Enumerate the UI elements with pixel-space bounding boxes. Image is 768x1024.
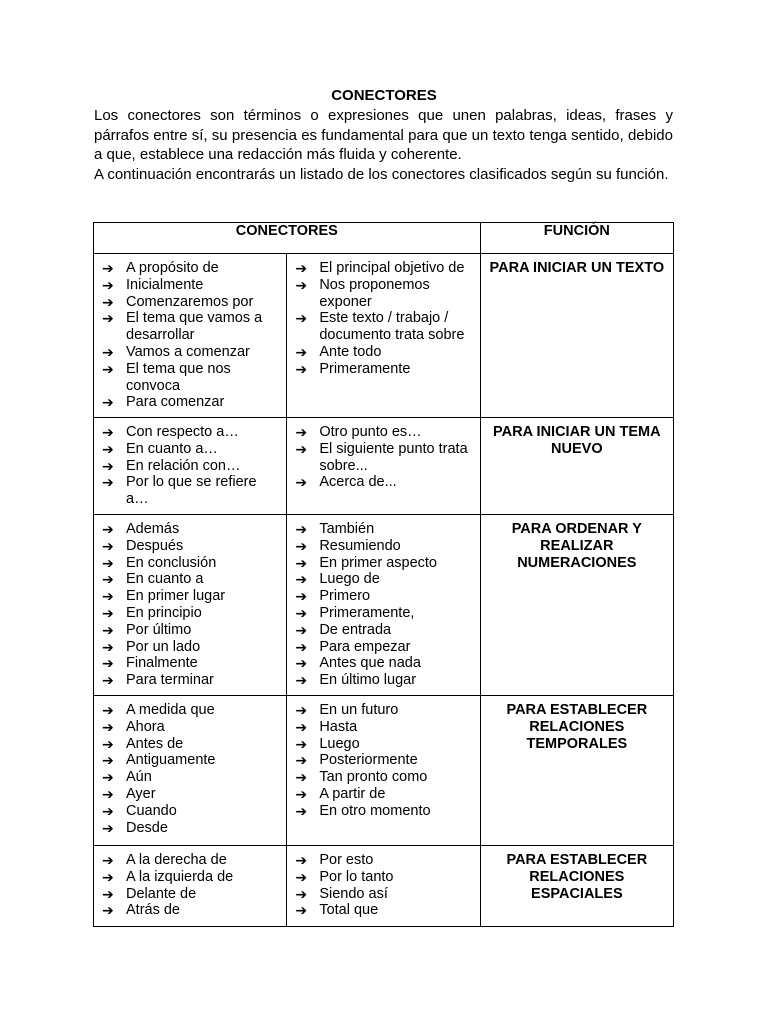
connector-text: Para terminar xyxy=(126,672,214,689)
table-body xyxy=(94,254,674,927)
table-header-row xyxy=(94,223,674,254)
connector-text: Antes que nada xyxy=(319,655,421,672)
arrow-right-icon: ➔ xyxy=(102,868,114,885)
arrow-right-icon: ➔ xyxy=(102,769,114,786)
connector-text: En último lugar xyxy=(319,672,417,689)
connector-cell xyxy=(94,515,287,696)
arrow-right-icon: ➔ xyxy=(102,885,114,902)
connector-cell xyxy=(287,846,480,927)
list-item xyxy=(293,869,473,886)
intro-text xyxy=(94,106,673,184)
arrow-right-icon: ➔ xyxy=(102,852,114,868)
table-row xyxy=(94,515,674,696)
connector-list xyxy=(94,515,286,693)
connector-cell xyxy=(94,846,287,927)
connector-text: Ahora xyxy=(126,718,165,735)
list-item xyxy=(293,719,473,736)
connector-text: El tema que vamos a desarrollar xyxy=(126,310,263,344)
list-item xyxy=(100,441,280,458)
connector-cell xyxy=(287,515,480,696)
list-item xyxy=(100,310,280,344)
connector-list xyxy=(287,696,479,824)
header-connectors: CONECTORES xyxy=(94,223,481,254)
list-item xyxy=(100,538,280,555)
connector-text: El principal objetivo de xyxy=(319,260,465,276)
arrow-right-icon: ➔ xyxy=(102,621,114,638)
function-label: PARA INICIAR UN TEXTO xyxy=(489,260,665,276)
arrow-right-icon: ➔ xyxy=(102,802,114,819)
page-title: CONECTORES xyxy=(331,87,437,104)
connector-text: Otro punto es… xyxy=(319,424,422,440)
list-item xyxy=(293,786,473,803)
connector-text: Resumiendo xyxy=(319,537,401,554)
arrow-right-icon: ➔ xyxy=(102,310,114,327)
list-item xyxy=(293,605,473,622)
list-item xyxy=(100,605,280,622)
arrow-right-icon: ➔ xyxy=(102,293,114,310)
arrow-right-icon: ➔ xyxy=(102,537,114,554)
list-item xyxy=(293,361,473,378)
connector-list xyxy=(287,846,479,923)
connector-text: De entrada xyxy=(319,621,392,638)
arrow-right-icon: ➔ xyxy=(102,672,114,689)
list-item xyxy=(293,655,473,672)
list-item xyxy=(100,344,280,361)
list-item xyxy=(100,394,280,411)
intro-paragraph: Los conectores son términos o expresiones que unen palabras, ideas, frases y párrafos entre sí, su presencia es fundamental para que un texto tenga sentido, debido a que, establece una redacción más fluida y coherente. xyxy=(94,107,673,163)
function-label: PARA ORDENAR Y REALIZAR NUMERACIONES xyxy=(511,521,642,571)
arrow-right-icon: ➔ xyxy=(295,638,308,655)
arrow-right-icon: ➔ xyxy=(102,819,114,836)
connector-text: Nos proponemos exponer xyxy=(319,276,430,310)
connector-text: En primer aspecto xyxy=(319,554,437,571)
list-item xyxy=(293,555,473,572)
arrow-right-icon: ➔ xyxy=(102,785,114,802)
list-item xyxy=(293,622,473,639)
arrow-right-icon: ➔ xyxy=(102,276,114,293)
connector-text: Con respecto a… xyxy=(126,424,239,440)
table-row xyxy=(94,254,674,418)
arrow-right-icon: ➔ xyxy=(102,474,114,491)
list-item xyxy=(100,639,280,656)
connector-text: Antiguamente xyxy=(126,752,216,769)
connector-text: Siendo así xyxy=(319,885,388,902)
function-label: PARA ESTABLECER RELACIONES TEMPORALES xyxy=(506,702,648,752)
list-item xyxy=(100,820,280,837)
list-item xyxy=(100,719,280,736)
connector-list xyxy=(287,254,479,382)
connectors-table xyxy=(93,222,674,927)
connector-text: Por último xyxy=(126,621,192,638)
table-row xyxy=(94,696,674,846)
connector-text: Primeramente, xyxy=(319,604,415,621)
arrow-right-icon: ➔ xyxy=(102,394,114,411)
list-item xyxy=(293,752,473,769)
arrow-right-icon: ➔ xyxy=(295,310,308,327)
list-item xyxy=(100,902,280,919)
function-cell xyxy=(480,696,673,846)
list-item xyxy=(100,622,280,639)
arrow-right-icon: ➔ xyxy=(295,440,308,457)
arrow-right-icon: ➔ xyxy=(295,769,308,786)
function-label: PARA INICIAR UN TEMA NUEVO xyxy=(493,424,661,457)
arrow-right-icon: ➔ xyxy=(295,521,308,537)
arrow-right-icon: ➔ xyxy=(102,735,114,752)
connector-text: En cuanto a xyxy=(126,571,204,588)
list-item xyxy=(293,852,473,869)
connector-text: También xyxy=(319,521,375,537)
function-cell xyxy=(480,418,673,515)
arrow-right-icon: ➔ xyxy=(295,852,308,868)
list-item xyxy=(293,441,473,475)
connector-text: A la izquierda de xyxy=(126,868,234,885)
connector-list xyxy=(94,418,286,512)
arrow-right-icon: ➔ xyxy=(295,752,308,769)
list-item xyxy=(100,458,280,475)
list-item xyxy=(293,474,473,491)
connector-cell xyxy=(287,254,480,418)
list-item xyxy=(100,521,280,538)
arrow-right-icon: ➔ xyxy=(295,868,308,885)
connector-text: A partir de xyxy=(319,785,386,802)
arrow-right-icon: ➔ xyxy=(102,718,114,735)
list-item xyxy=(293,672,473,689)
arrow-right-icon: ➔ xyxy=(295,802,308,819)
connector-text: Primeramente xyxy=(319,360,411,377)
list-item xyxy=(100,424,280,441)
connector-text: El siguiente punto trata sobre... xyxy=(319,440,468,474)
connector-text: Tan pronto como xyxy=(319,769,428,786)
list-item xyxy=(293,736,473,753)
arrow-right-icon: ➔ xyxy=(102,752,114,769)
list-item xyxy=(293,571,473,588)
list-item xyxy=(293,902,473,919)
arrow-right-icon: ➔ xyxy=(102,902,114,919)
list-item xyxy=(100,655,280,672)
connector-text: Inicialmente xyxy=(126,276,204,293)
list-item xyxy=(293,344,473,361)
arrow-right-icon: ➔ xyxy=(295,735,308,752)
connector-list xyxy=(287,418,479,495)
connector-text: Finalmente xyxy=(126,655,198,672)
connector-text: Hasta xyxy=(319,718,358,735)
list-item xyxy=(293,310,473,344)
list-item xyxy=(100,752,280,769)
list-item xyxy=(100,555,280,572)
table-row xyxy=(94,846,674,927)
list-item xyxy=(293,260,473,277)
connector-cell xyxy=(287,418,480,515)
arrow-right-icon: ➔ xyxy=(102,554,114,571)
arrow-right-icon: ➔ xyxy=(102,424,114,440)
arrow-right-icon: ➔ xyxy=(295,554,308,571)
arrow-right-icon: ➔ xyxy=(295,424,308,440)
connector-list xyxy=(94,696,286,840)
list-item xyxy=(293,702,473,719)
connector-text: En cuanto a… xyxy=(126,440,218,457)
connector-text: A propósito de xyxy=(126,260,219,276)
connector-text: En un futuro xyxy=(319,702,399,718)
function-cell xyxy=(480,254,673,418)
connector-text: En otro momento xyxy=(319,802,431,819)
connector-text: Luego xyxy=(319,735,360,752)
connector-list xyxy=(94,254,286,415)
list-item xyxy=(293,769,473,786)
connector-text: El tema que nos convoca xyxy=(126,360,231,394)
arrow-right-icon: ➔ xyxy=(295,360,308,377)
arrow-right-icon: ➔ xyxy=(102,457,114,474)
list-item xyxy=(100,786,280,803)
connector-text: Comenzaremos por xyxy=(126,293,254,310)
connector-text: Aún xyxy=(126,769,152,786)
list-item xyxy=(293,886,473,903)
arrow-right-icon: ➔ xyxy=(102,521,114,537)
connector-text: Total que xyxy=(319,902,379,919)
list-item xyxy=(100,571,280,588)
connector-text: Atrás de xyxy=(126,902,180,919)
connector-text: Posteriormente xyxy=(319,752,418,769)
connector-text: Este texto / trabajo / documento trata sobre xyxy=(319,310,465,344)
connector-text: Cuando xyxy=(126,802,177,819)
connector-text: Por lo tanto xyxy=(319,868,394,885)
list-item xyxy=(100,803,280,820)
connector-list xyxy=(287,515,479,693)
connector-text: Por lo que se refiere a… xyxy=(126,474,257,508)
function-cell xyxy=(480,515,673,696)
connector-text: Ante todo xyxy=(319,343,382,360)
list-item xyxy=(293,803,473,820)
list-item xyxy=(100,294,280,311)
connector-text: Por un lado xyxy=(126,638,201,655)
connector-list xyxy=(94,846,286,923)
connector-cell xyxy=(94,418,287,515)
arrow-right-icon: ➔ xyxy=(295,621,308,638)
arrow-right-icon: ➔ xyxy=(102,260,114,276)
connector-cell xyxy=(94,696,287,846)
arrow-right-icon: ➔ xyxy=(295,902,308,919)
arrow-right-icon: ➔ xyxy=(102,360,114,377)
connector-text: En principio xyxy=(126,604,202,621)
connector-text: Para comenzar xyxy=(126,394,225,411)
list-item xyxy=(100,702,280,719)
arrow-right-icon: ➔ xyxy=(102,655,114,672)
connector-text: Desde xyxy=(126,819,168,836)
list-item xyxy=(100,588,280,605)
arrow-right-icon: ➔ xyxy=(295,571,308,588)
list-item xyxy=(100,260,280,277)
list-item xyxy=(293,277,473,311)
arrow-right-icon: ➔ xyxy=(102,638,114,655)
arrow-right-icon: ➔ xyxy=(295,474,308,491)
connector-text: En primer lugar xyxy=(126,588,226,605)
connector-text: En conclusión xyxy=(126,554,217,571)
arrow-right-icon: ➔ xyxy=(295,537,308,554)
connector-text: A la derecha de xyxy=(126,852,227,868)
arrow-right-icon: ➔ xyxy=(295,604,308,621)
arrow-right-icon: ➔ xyxy=(295,655,308,672)
list-item xyxy=(100,277,280,294)
connector-text: Por esto xyxy=(319,852,374,868)
list-item xyxy=(293,639,473,656)
arrow-right-icon: ➔ xyxy=(295,785,308,802)
connector-text: A medida que xyxy=(126,702,215,718)
arrow-right-icon: ➔ xyxy=(102,343,114,360)
list-item xyxy=(293,521,473,538)
connector-text: Antes de xyxy=(126,735,184,752)
connector-cell xyxy=(287,696,480,846)
list-item xyxy=(100,474,280,508)
list-item xyxy=(100,852,280,869)
arrow-right-icon: ➔ xyxy=(295,718,308,735)
function-cell xyxy=(480,846,673,927)
connector-text: Después xyxy=(126,537,184,554)
list-item xyxy=(293,538,473,555)
list-item xyxy=(100,869,280,886)
list-item xyxy=(100,886,280,903)
table-row xyxy=(94,418,674,515)
list-item xyxy=(293,588,473,605)
arrow-right-icon: ➔ xyxy=(295,276,308,293)
arrow-right-icon: ➔ xyxy=(295,260,308,276)
connector-text: Vamos a comenzar xyxy=(126,343,250,360)
list-item xyxy=(293,424,473,441)
arrow-right-icon: ➔ xyxy=(102,604,114,621)
arrow-right-icon: ➔ xyxy=(295,885,308,902)
intro-paragraph: A continuación encontrarás un listado de los conectores clasificados según su función. xyxy=(94,165,669,183)
arrow-right-icon: ➔ xyxy=(102,571,114,588)
list-item xyxy=(100,672,280,689)
connector-text: Primero xyxy=(319,588,371,605)
arrow-right-icon: ➔ xyxy=(102,440,114,457)
arrow-right-icon: ➔ xyxy=(102,702,114,718)
arrow-right-icon: ➔ xyxy=(295,343,308,360)
connector-text: En relación con… xyxy=(126,457,241,474)
connector-text: Acerca de... xyxy=(319,474,397,491)
connector-text: Delante de xyxy=(126,885,197,902)
arrow-right-icon: ➔ xyxy=(295,588,308,605)
list-item xyxy=(100,769,280,786)
list-item xyxy=(100,736,280,753)
function-label: PARA ESTABLECER RELACIONES ESPACIALES xyxy=(506,852,648,902)
connector-text: Para empezar xyxy=(319,638,411,655)
header-function: FUNCIÓN xyxy=(480,223,673,254)
connector-text: Además xyxy=(126,521,180,537)
arrow-right-icon: ➔ xyxy=(102,588,114,605)
list-item xyxy=(100,361,280,395)
connector-text: Luego de xyxy=(319,571,380,588)
arrow-right-icon: ➔ xyxy=(295,702,308,718)
connector-cell xyxy=(94,254,287,418)
connector-text: Ayer xyxy=(126,785,156,802)
arrow-right-icon: ➔ xyxy=(295,672,308,689)
